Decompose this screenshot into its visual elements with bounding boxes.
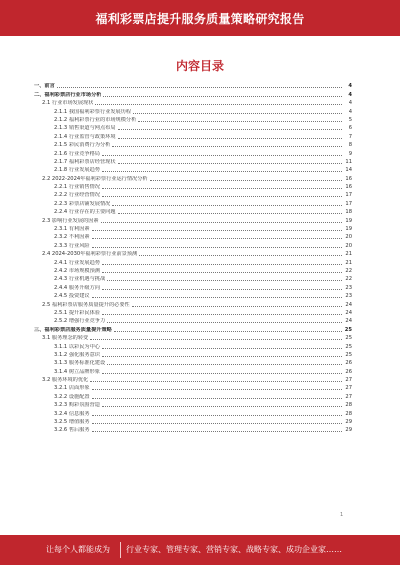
toc-entry-title: 3.1 服务理念的转变 <box>42 335 89 342</box>
toc-entry[interactable] <box>34 282 352 290</box>
toc-entry-page: 22 <box>345 267 352 274</box>
toc-entry-page: 20 <box>345 242 352 249</box>
toc-entry-page: 7 <box>348 133 352 140</box>
toc-entry[interactable] <box>34 140 352 148</box>
toc-entry[interactable] <box>34 249 352 257</box>
toc-leader-dots <box>92 230 342 231</box>
toc-entry-page: 26 <box>345 360 352 367</box>
toc-entry-title: 3.1.2 强化服务意识 <box>54 351 100 358</box>
toc-entry[interactable] <box>34 266 352 274</box>
toc-entry-page: 8 <box>348 142 352 149</box>
footer-bar <box>0 535 400 565</box>
toc-entry-title: 二、福利彩票店行业市场分析 <box>34 91 102 98</box>
toc-entry[interactable] <box>34 106 352 114</box>
toc-leader-dots <box>107 322 342 323</box>
toc-entry-title: 2.4.2 市场规模预测 <box>54 267 100 274</box>
toc-entry-title: 一、前言 <box>34 83 55 90</box>
toc-entry-title: 3.2.5 增值服务 <box>54 419 90 426</box>
toc-leader-dots <box>114 331 342 332</box>
toc-leader-dots <box>102 272 342 273</box>
toc-leader-dots <box>101 222 342 223</box>
toc-entry[interactable] <box>34 257 352 265</box>
toc-entry[interactable] <box>34 391 352 399</box>
footer-divider <box>120 542 121 558</box>
toc-entry-page: 25 <box>345 351 352 358</box>
toc-entry-page: 21 <box>345 259 352 266</box>
toc-entry[interactable] <box>34 400 352 408</box>
toc-entry[interactable] <box>34 190 352 198</box>
toc-leader-dots <box>102 373 342 374</box>
toc-entry[interactable] <box>34 89 352 97</box>
toc-entry[interactable] <box>34 224 352 232</box>
toc-entry-title: 3.2.2 设施配置 <box>54 393 90 400</box>
toc-entry[interactable] <box>34 366 352 374</box>
toc-leader-dots <box>139 255 342 256</box>
toc-entry-page: 16 <box>345 184 352 191</box>
toc-entry-page: 22 <box>345 276 352 283</box>
toc-entry[interactable] <box>34 324 352 332</box>
toc-leader-dots <box>102 314 342 315</box>
toc-entry-title: 2.2.1 行业销售情况 <box>54 184 100 191</box>
toc-entry-page: 25 <box>345 335 352 342</box>
toc-entry-page: 27 <box>345 385 352 392</box>
toc-leader-dots <box>118 213 342 214</box>
toc-entry-title: 2.2.4 行业存在的主要问题 <box>54 209 116 216</box>
toc-entry-title: 2.4 2024-2030年福利彩票行业前景预测 <box>42 251 138 258</box>
toc-entry-page: 19 <box>345 226 352 233</box>
toc-entry[interactable] <box>34 316 352 324</box>
toc-entry-title: 3.2.3 购彩氛围营造 <box>54 402 100 409</box>
toc-entry-title: 2.5.1 提升彩民体验 <box>54 309 100 316</box>
toc-entry[interactable] <box>34 131 352 139</box>
toc-leader-dots <box>102 196 342 197</box>
toc-entry[interactable] <box>34 173 352 181</box>
toc-leader-dots <box>102 155 342 156</box>
toc-entry-title: 2.3.3 行业风险 <box>54 242 90 249</box>
toc-entry-page: 28 <box>345 410 352 417</box>
toc-entry-title: 2.4.3 行业机遇与挑战 <box>54 276 106 283</box>
toc-leader-dots <box>107 280 342 281</box>
toc-entry-page: 27 <box>345 393 352 400</box>
toc-entry[interactable] <box>34 341 352 349</box>
toc-entry[interactable] <box>34 232 352 240</box>
toc-entry-title: 3.1.1 以彩民为中心 <box>54 343 100 350</box>
toc-entry-page: 29 <box>345 427 352 434</box>
toc-leader-dots <box>95 104 342 105</box>
toc-entry-title: 2.1.6 行业竞争格局 <box>54 150 100 157</box>
toc-leader-dots <box>133 113 342 114</box>
toc-leader-dots <box>112 146 342 147</box>
toc-entry[interactable] <box>34 148 352 156</box>
toc-entry-title: 3.2.6 售后服务 <box>54 427 90 434</box>
toc-entry-page: 4 <box>348 83 352 90</box>
toc-entry-page: 25 <box>345 343 352 350</box>
toc-leader-dots <box>90 381 342 382</box>
toc-leader-dots <box>102 171 342 172</box>
toc-entry-title: 2.3.1 有利因素 <box>54 226 90 233</box>
toc-entry[interactable] <box>34 299 352 307</box>
toc-leader-dots <box>150 180 342 181</box>
toc-entry-title: 2.2 2022-2024年福利彩票行业运行情况分析 <box>42 175 148 182</box>
toc-leader-dots <box>92 247 342 248</box>
toc-entry-title: 3.1.4 树立品牌形象 <box>54 368 100 375</box>
toc-entry-page: 27 <box>345 377 352 384</box>
toc-entry-page: 24 <box>345 309 352 316</box>
toc-entry[interactable] <box>34 123 352 131</box>
toc-entry[interactable] <box>34 408 352 416</box>
toc-entry[interactable] <box>34 358 352 366</box>
toc-entry-page: 29 <box>345 419 352 426</box>
toc-entry-page: 28 <box>345 402 352 409</box>
toc-entry-title: 三、福利彩票店服务质量提升策略 <box>34 326 112 333</box>
toc-leader-dots <box>118 138 342 139</box>
toc-entry-title: 3.2.1 店面形象 <box>54 385 90 392</box>
toc-leader-dots <box>102 356 342 357</box>
toc-leader-dots <box>118 163 342 164</box>
toc-entry[interactable] <box>34 291 352 299</box>
toc-entry[interactable] <box>34 207 352 215</box>
toc-entry-title: 2.2.2 行业经营情况 <box>54 192 100 199</box>
toc-leader-dots <box>132 306 342 307</box>
toc-entry-page: 17 <box>345 200 352 207</box>
toc-entry[interactable] <box>34 81 352 89</box>
toc-entry-title: 2.1.1 我国福利彩票行业发展历程 <box>54 108 132 115</box>
toc-entry[interactable] <box>34 198 352 206</box>
toc-entry-page: 9 <box>348 150 352 157</box>
toc-entry[interactable] <box>34 425 352 433</box>
toc-entry-page: 4 <box>348 91 352 98</box>
toc-entry[interactable] <box>34 215 352 223</box>
toc-entry[interactable] <box>34 165 352 173</box>
toc-entry-page: 21 <box>345 251 352 258</box>
toc-entry-page: 5 <box>348 116 352 123</box>
toc-leader-dots <box>102 289 342 290</box>
toc-entry-page: 14 <box>345 167 352 174</box>
toc-entry-title: 3.1.3 服务标准化建设 <box>54 360 106 367</box>
page-number: 1 <box>340 512 344 518</box>
toc-leader-dots <box>102 406 342 407</box>
footer-lead-text: 让每个人都能成为 <box>46 545 110 554</box>
report-header-bar <box>0 0 400 36</box>
toc-entry-page: 4 <box>348 100 352 107</box>
toc-entry-page: 19 <box>345 217 352 224</box>
toc-entry-title: 2.4.1 行业发展趋势 <box>54 259 100 266</box>
toc-entry-title: 2.1.7 福利彩票店经营现状 <box>54 158 116 165</box>
toc-entry-page: 18 <box>345 209 352 216</box>
toc-entry[interactable] <box>34 98 352 106</box>
toc-entry-title: 2.1.4 行业监管与政策环境 <box>54 133 116 140</box>
toc-entry-page: 17 <box>345 192 352 199</box>
toc-entry[interactable] <box>34 350 352 358</box>
toc-leader-dots <box>102 188 342 189</box>
toc-entry[interactable] <box>34 333 352 341</box>
table-of-contents <box>34 81 352 433</box>
toc-leader-dots <box>57 87 342 88</box>
toc-leader-dots <box>92 238 342 239</box>
toc-entry[interactable] <box>34 240 352 248</box>
toc-entry[interactable] <box>34 308 352 316</box>
toc-entry-page: 16 <box>345 175 352 182</box>
toc-entry-title: 2.5 福利彩票店服务质量提升的必要性 <box>42 301 130 308</box>
toc-leader-dots <box>107 364 342 365</box>
toc-leader-dots <box>103 96 342 97</box>
toc-entry[interactable] <box>34 157 352 165</box>
toc-entry[interactable] <box>34 274 352 282</box>
toc-entry[interactable] <box>34 182 352 190</box>
toc-leader-dots <box>112 205 342 206</box>
toc-entry-page: 4 <box>348 108 352 115</box>
toc-entry-title: 2.1.5 彩民消费行为分析 <box>54 142 111 149</box>
toc-entry-page: 25 <box>344 326 352 333</box>
toc-entry-page: 23 <box>345 293 352 300</box>
toc-entry[interactable] <box>34 115 352 123</box>
toc-leader-dots <box>92 389 342 390</box>
toc-leader-dots <box>118 129 342 130</box>
toc-entry[interactable] <box>34 383 352 391</box>
toc-entry-page: 24 <box>345 318 352 325</box>
toc-entry-title: 3.2.4 信息服务 <box>54 410 90 417</box>
toc-entry-title: 2.2.3 彩票店铺发展情况 <box>54 200 111 207</box>
toc-entry-page: 6 <box>348 125 352 132</box>
toc-entry-title: 2.5.2 增强行业竞争力 <box>54 318 106 325</box>
report-title: 福利彩票店提升服务质量策略研究报告 <box>95 11 305 26</box>
toc-leader-dots <box>92 423 342 424</box>
toc-heading: 内容目录 <box>175 59 224 73</box>
toc-entry-page: 11 <box>345 158 352 165</box>
toc-entry-title: 2.1 行业市场发展现状 <box>42 100 94 107</box>
toc-entry-title: 2.1.8 行业发展趋势 <box>54 167 100 174</box>
toc-entry-page: 26 <box>345 368 352 375</box>
toc-entry-title: 2.1.2 福利彩票行业的市场规模分析 <box>54 116 137 123</box>
toc-entry[interactable] <box>34 375 352 383</box>
toc-entry[interactable] <box>34 417 352 425</box>
toc-entry-title: 2.4.5 投资建议 <box>54 293 90 300</box>
toc-entry-title: 2.4.4 服务升级方向 <box>54 284 100 291</box>
toc-leader-dots <box>92 431 342 432</box>
toc-entry-title: 3.2 服务环境的优化 <box>42 377 89 384</box>
toc-entry-page: 23 <box>345 284 352 291</box>
toc-entry-title: 2.1.3 销售渠道与网点布局 <box>54 125 116 132</box>
toc-leader-dots <box>92 297 342 298</box>
toc-leader-dots <box>90 339 342 340</box>
toc-entry-title: 2.3.2 不利因素 <box>54 234 90 241</box>
toc-leader-dots <box>102 348 342 349</box>
toc-leader-dots <box>92 398 342 399</box>
toc-entry-page: 24 <box>345 301 352 308</box>
toc-leader-dots <box>138 121 342 122</box>
footer-roles-text: 行业专家、管理专家、营销专家、战略专家、成功企业家…… <box>126 545 342 554</box>
toc-entry-title: 2.3 影响行业发展的因素 <box>42 217 99 224</box>
toc-entry-page: 20 <box>345 234 352 241</box>
toc-leader-dots <box>102 264 342 265</box>
toc-leader-dots <box>92 415 342 416</box>
